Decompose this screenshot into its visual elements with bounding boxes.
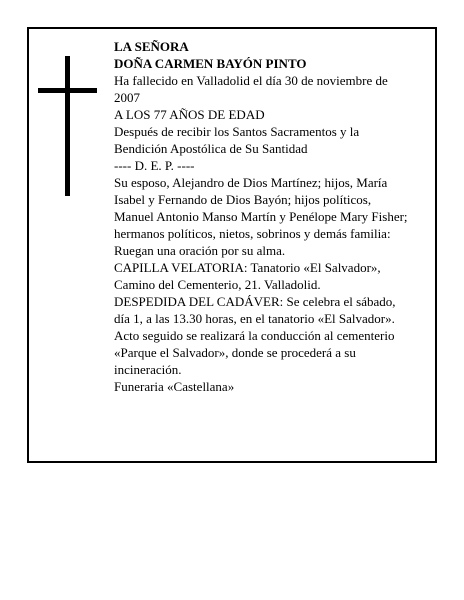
- farewell-info: DESPEDIDA DEL CADÁVER: Se celebra el sábado, día 1, a las 13.30 horas, en el tanatorio «El Salvador». Acto seguido se realizará la conducción al cementerio «Parque el Salvador», donde se procederá a su incineración.: [114, 294, 396, 377]
- death-info: Ha fallecido en Valladolid el día 30 de noviembre de 2007: [114, 73, 388, 105]
- deceased-name: DOÑA CARMEN BAYÓN PINTO: [114, 56, 307, 71]
- chapel-info: CAPILLA VELATORIA: Tanatorio «El Salvador», Camino del Cementerio, 21. Valladolid.: [114, 260, 381, 292]
- cross-horizontal-bar: [38, 88, 97, 93]
- sacraments-line: Después de recibir los Santos Sacramentos y la Bendición Apostólica de Su Santidad: [114, 124, 360, 156]
- prayer-request: Ruegan una oración por su alma.: [114, 243, 286, 258]
- cross-vertical-bar: [65, 56, 70, 196]
- age-line: A LOS 77 AÑOS DE EDAD: [114, 107, 265, 122]
- funeral-home: Funeraria «Castellana»: [114, 379, 235, 394]
- obituary-text: [114, 38, 414, 395]
- title-line-1: LA SEÑORA: [114, 39, 189, 54]
- family-line: Su esposo, Alejandro de Dios Martínez; hijos, María Isabel y Fernando de Dios Bayón; hijos políticos, Manuel Antonio Manso Martín y Penélope Mary Fisher; hermanos políticos, nietos, sobrinos y demás familia:: [114, 175, 408, 241]
- cross-icon: [38, 56, 97, 196]
- rip-line: ---- D. E. P. ----: [114, 158, 195, 173]
